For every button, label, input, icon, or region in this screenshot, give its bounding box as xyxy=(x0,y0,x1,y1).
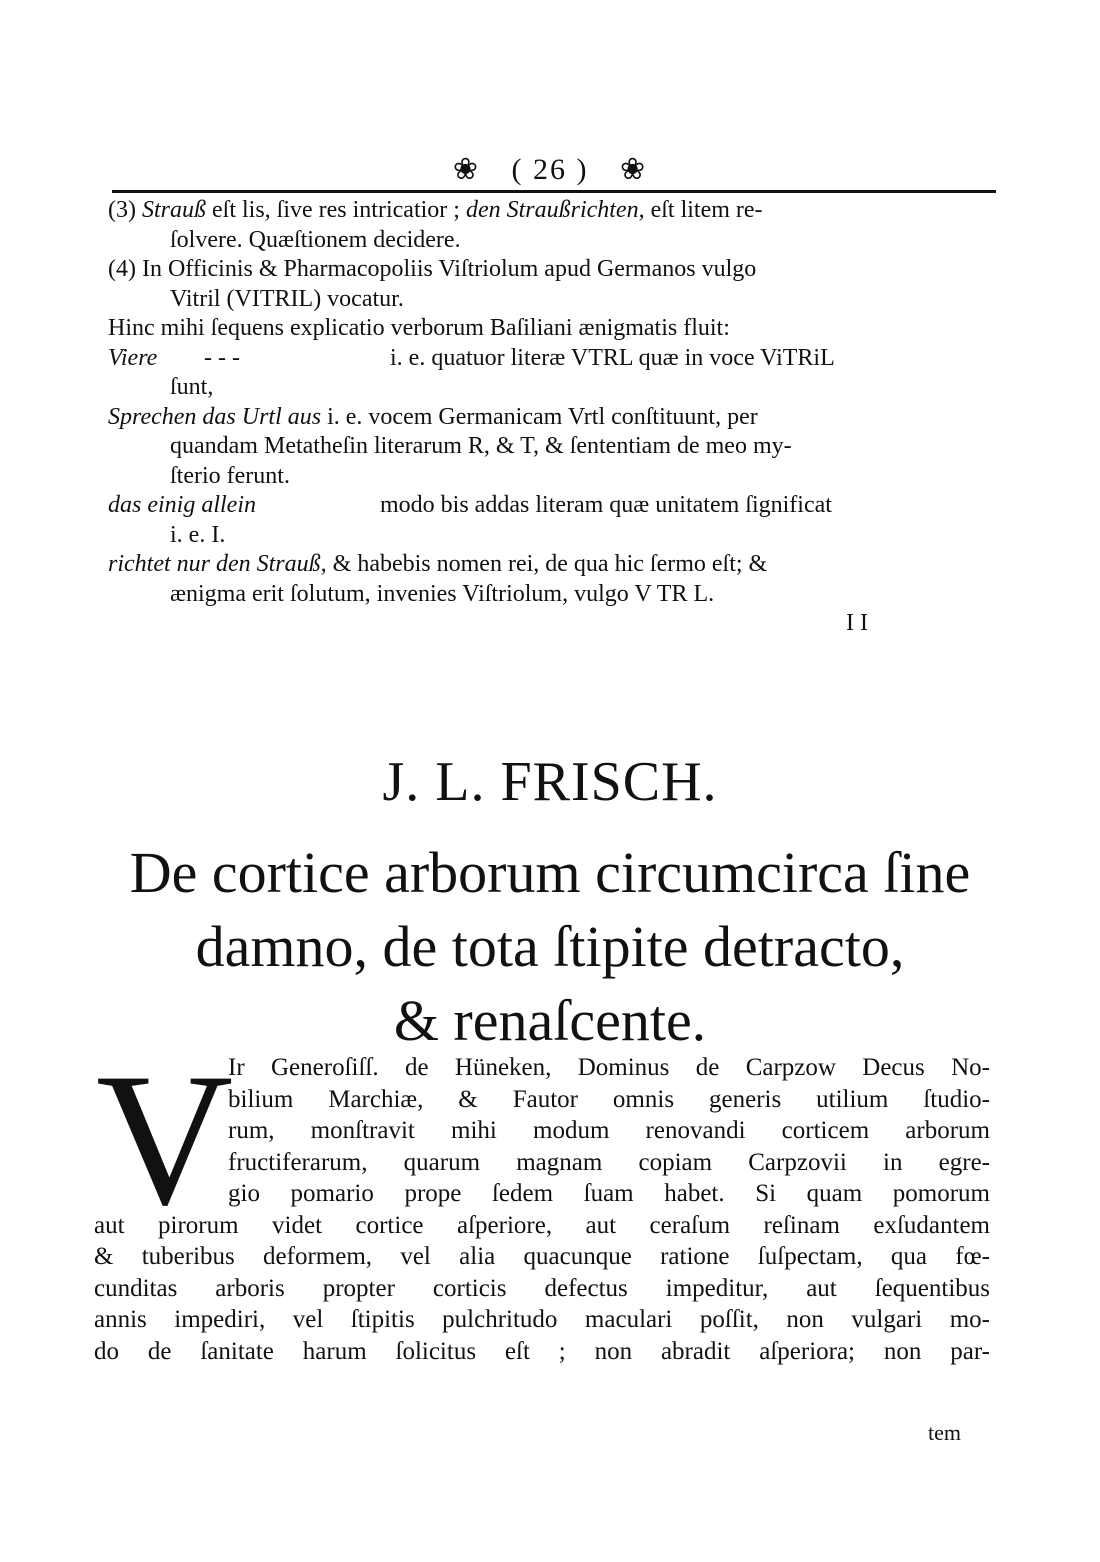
body-line: do de ſanitate harum ſolicitus eſt ; non abradit aſperiora; non par- xyxy=(94,1337,990,1365)
note-text: eſt lis, ſive res intricatior ; xyxy=(212,197,460,223)
body-line: annis impediri, vel ſtipitis pulchritudo maculari poſſit, non vulgari mo- xyxy=(94,1306,990,1333)
riddle-text: modo bis addas literam quæ unitatem ſignificat xyxy=(380,492,832,518)
body-line: bilium Marchiæ, & Fautor omnis generis utilium ſtudio- xyxy=(228,1085,990,1113)
riddle-term: Viere xyxy=(108,344,158,371)
explanation-einig xyxy=(108,491,1008,521)
note-line: quandam Metatheſin literarum R, & T, & ſententiam de meo my- xyxy=(170,433,792,459)
page-number: ( 26 ) xyxy=(511,153,589,186)
note-line: i. e. I. xyxy=(170,521,226,548)
right-ornament-icon: ❀ xyxy=(619,153,648,186)
body-line: aut pirorum videt cortice aſperiore, aut ceraſum reſinam exſudantem xyxy=(94,1211,990,1239)
body-line: fructiferarum, quarum magnam copiam Carpzovii in egre- xyxy=(228,1148,990,1176)
title-line: & renaſcente. xyxy=(393,988,707,1053)
article-title xyxy=(96,836,1004,1058)
author-heading: J. L. FRISCH. xyxy=(382,751,718,813)
body-line: & tuberibus deformem, vel alia quacunque ratione ſuſpectam, qua fœ- xyxy=(94,1243,990,1270)
riddle-term: richtet nur den Strauß, xyxy=(108,551,327,577)
body-line: rum, monſtravit mihi modum renovandi corticem arborum xyxy=(228,1117,990,1144)
explanation-viere xyxy=(108,344,1008,374)
riddle-text: & habebis nomen rei, de qua hic ſermo eſt; & xyxy=(332,551,768,577)
explanation-sprechen xyxy=(108,403,1008,433)
riddle-text: i. e. vocem Germanicam Vrtl conſtituunt, per xyxy=(327,403,758,430)
title-line: De cortice arborum circumcirca ſine xyxy=(129,840,971,905)
note-term: den Straußrichten, xyxy=(465,197,645,223)
running-header xyxy=(0,152,1100,187)
note-line: I I xyxy=(846,610,868,636)
drop-cap: V xyxy=(96,1035,234,1245)
title-line: damno, de tota ſtipite detracto, xyxy=(195,914,905,979)
note-marker: (3) xyxy=(108,197,136,223)
note-text: In Officinis & Pharmacopoliis Viſtriolum apud Germanos vulgo xyxy=(141,256,757,282)
body-line: Ir Generoſiſſ. de Hüneken, Dominus de Carpzow Decus No- xyxy=(228,1054,990,1081)
note-marker: (4) xyxy=(108,256,136,282)
note-line: Vitril (VITRIL) vocatur. xyxy=(170,285,404,312)
footnote-4 xyxy=(108,255,1008,285)
note-text: eſt litem re- xyxy=(650,197,763,223)
left-ornament-icon: ❀ xyxy=(452,153,480,186)
riddle-term: Sprechen das Urtl aus xyxy=(108,403,322,430)
header-rule xyxy=(112,190,996,193)
riddle-text: i. e. quatuor literæ VTRL quæ in voce ViTRiL xyxy=(390,344,835,371)
note-line: ſterio ferunt. xyxy=(170,462,290,489)
explanation-intro: Hinc mihi ſequens explicatio verborum Baſiliani ænigmatis fluit: xyxy=(108,315,730,341)
footnote-3 xyxy=(108,196,1008,226)
footnotes xyxy=(108,196,1008,639)
riddle-term: das einig allein xyxy=(108,492,256,518)
note-line: ænigma erit ſolutum, invenies Viſtriolum, vulgo V TR L. xyxy=(170,580,715,607)
note-line: ſunt, xyxy=(170,374,214,400)
body-line: gio pomario prope ſedem ſuam habet. Si quam pomorum xyxy=(228,1180,990,1207)
note-line: ſolvere. Quæſtionem decidere. xyxy=(170,226,461,253)
catchword: tem xyxy=(928,1420,961,1445)
explanation-richtet xyxy=(108,550,1008,580)
body-paragraph xyxy=(94,1035,990,1367)
note-term: Strauß xyxy=(141,197,206,223)
body-line: cunditas arboris propter corticis defectus impeditur, aut ſequentibus xyxy=(94,1274,990,1302)
riddle-dashes: - - - xyxy=(204,344,240,371)
